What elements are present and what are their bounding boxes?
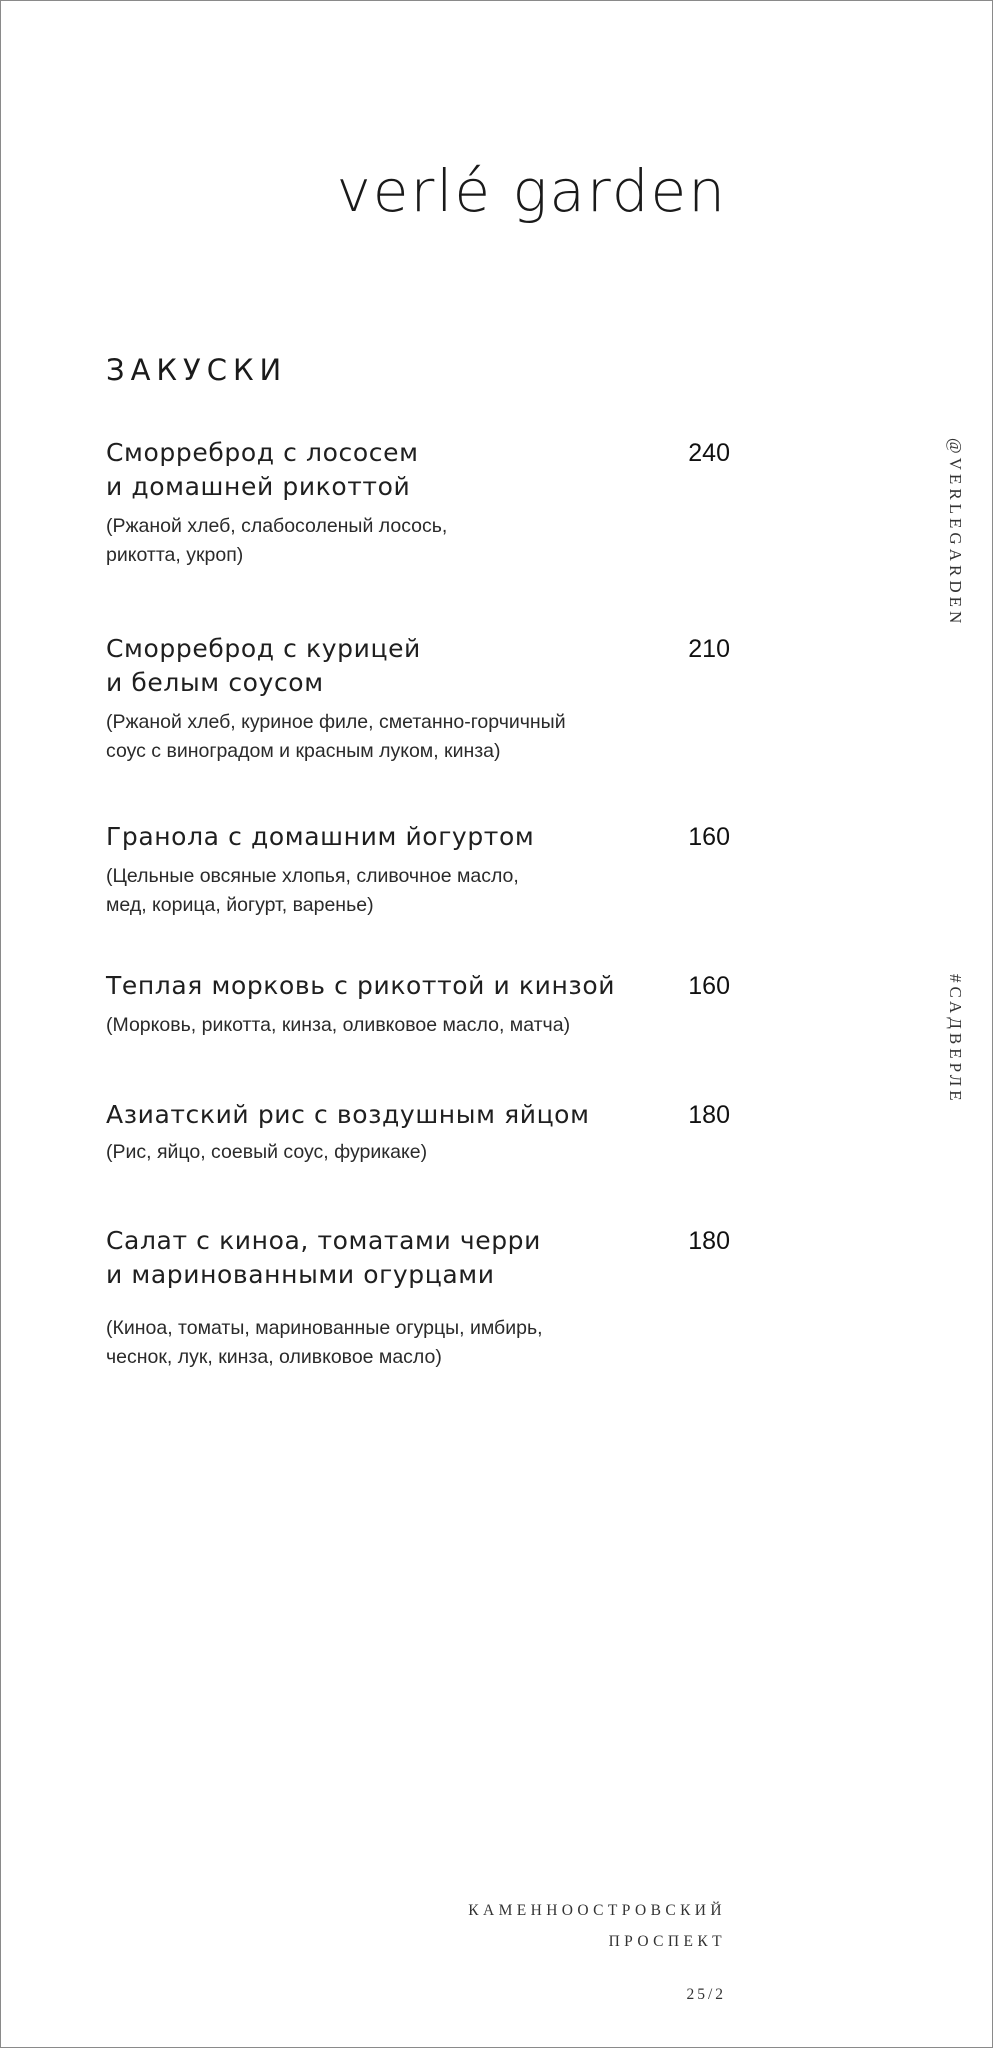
section-title: ЗАКУСКИ	[106, 353, 288, 387]
item-name: Салат с киноа, томатами черри и маринованными огурцами	[106, 1226, 541, 1289]
menu-item	[106, 436, 730, 570]
item-description: (Морковь, рикотта, кинза, оливковое масло, матча)	[106, 1014, 571, 1036]
item-price: 180	[688, 1227, 730, 1255]
item-name: Гранола с домашним йогуртом	[106, 822, 535, 851]
address	[468, 1895, 726, 1957]
item-price: 160	[688, 823, 730, 851]
address-line-2: ПРОСПЕКТ	[608, 1933, 726, 1950]
item-name: Сморреброд с лососем и домашней рикоттой	[106, 438, 419, 501]
menu-item	[106, 1098, 730, 1167]
item-name: Азиатский рис с воздушным яйцом	[106, 1100, 590, 1129]
item-price: 210	[688, 635, 730, 663]
page-number: 25/2	[686, 1986, 726, 2003]
menu-item	[106, 632, 730, 766]
item-description: (Ржаной хлеб, куриное филе, сметанно-горчичный соус с виноградом и красным луком, кинза)	[106, 711, 566, 762]
item-name: Сморреброд с курицей и белым соусом	[106, 634, 421, 697]
menu-item	[106, 1224, 730, 1372]
item-price: 160	[688, 972, 730, 1000]
item-description: (Рис, яйцо, соевый соус, фурикаке)	[106, 1141, 428, 1163]
menu-item	[106, 820, 730, 920]
brand-title: verlé garden	[336, 157, 727, 225]
item-description: (Ржаной хлеб, слабосоленый лосось, рикотта, укроп)	[106, 515, 448, 566]
item-price: 240	[688, 439, 730, 467]
address-line-1: КАМЕННООСТРОВСКИЙ	[468, 1902, 726, 1919]
hashtag: #САДВЕРЛЕ	[946, 974, 965, 1105]
item-price: 180	[688, 1101, 730, 1129]
item-name: Теплая морковь с рикоттой и кинзой	[106, 971, 616, 1000]
item-description: (Цельные овсяные хлопья, сливочное масло, мед, корица, йогурт, варенье)	[106, 865, 519, 916]
menu-item	[106, 969, 730, 1040]
item-description: (Киноа, томаты, маринованные огурцы, имбирь, чеснок, лук, кинза, оливковое масло)	[106, 1317, 543, 1368]
instagram-handle: @VERLEGARDEN	[946, 438, 965, 628]
